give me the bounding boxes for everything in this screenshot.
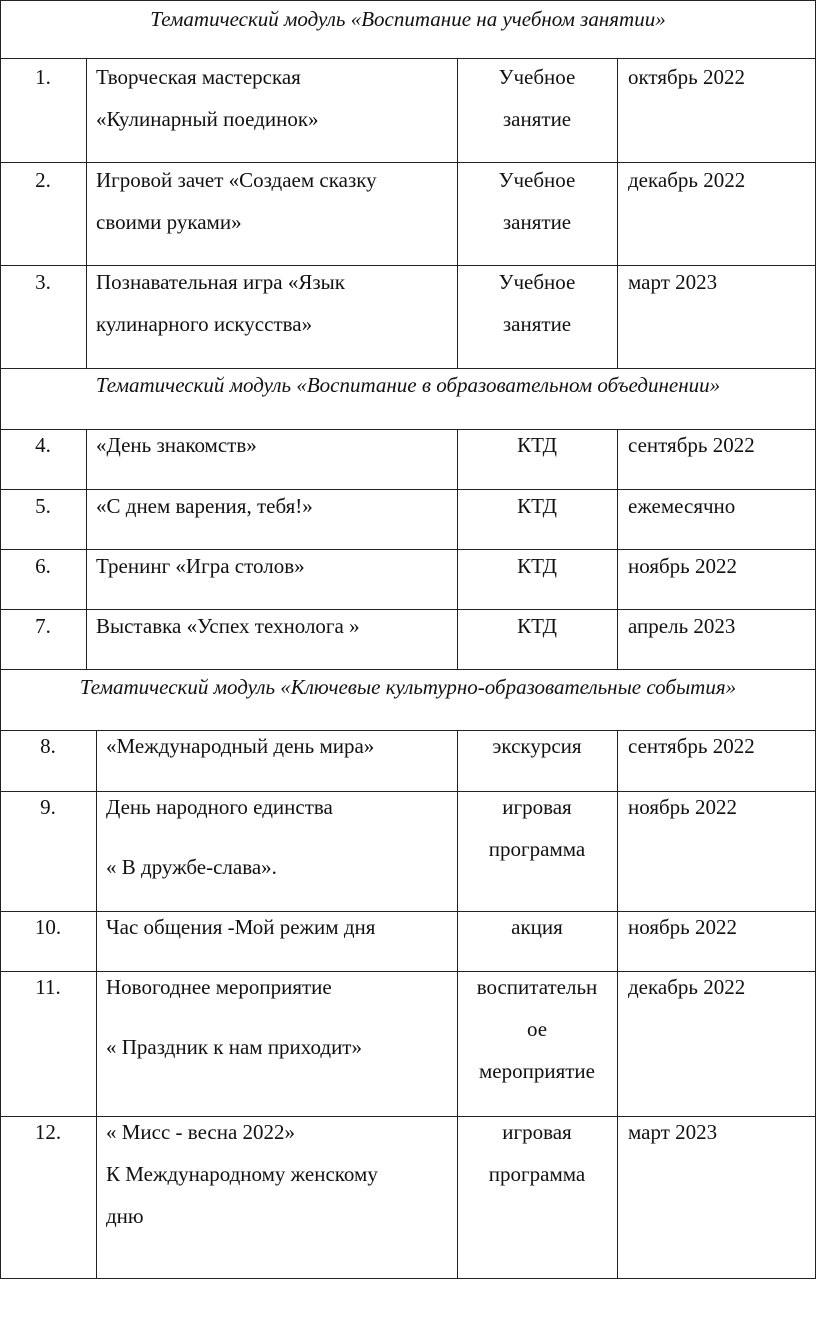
event-name bbox=[96, 159, 452, 243]
event-name-line: « Праздник к нам приходит» bbox=[106, 1035, 362, 1059]
event-name: «День знакомств» bbox=[96, 433, 257, 457]
event-type: КТД bbox=[517, 614, 557, 638]
event-name-line: День народного единства bbox=[106, 795, 333, 819]
event-name: «С днем варения, тебя!» bbox=[96, 494, 313, 518]
event-name bbox=[96, 56, 452, 140]
row-number: 1. bbox=[35, 65, 51, 89]
event-name: Выставка «Успех технолога » bbox=[96, 614, 360, 638]
row-number: 10. bbox=[34, 915, 62, 939]
row-number: 6. bbox=[35, 554, 51, 578]
row-number: 9. bbox=[40, 795, 56, 819]
event-date: ноябрь 2022 bbox=[628, 795, 738, 819]
section-title: Тематический модуль «Воспитание на учебном занятии» bbox=[150, 7, 666, 31]
event-type: КТД bbox=[517, 494, 557, 518]
event-type-line: занятие bbox=[502, 210, 572, 234]
event-name bbox=[106, 1111, 452, 1237]
event-type: экскурсия bbox=[492, 734, 582, 758]
event-date: март 2023 bbox=[628, 1120, 718, 1144]
event-type-line: воспитательн bbox=[476, 975, 598, 999]
event-name bbox=[106, 957, 452, 1077]
row-number: 7. bbox=[35, 614, 51, 638]
event-name-line: Новогоднее мероприятие bbox=[106, 975, 332, 999]
event-type bbox=[457, 261, 617, 345]
event-date: ноябрь 2022 bbox=[628, 554, 738, 578]
event-type-line: Учебное bbox=[498, 65, 576, 89]
event-name: «Международный день мира» bbox=[106, 734, 375, 758]
event-name-line: К Международному женскому bbox=[106, 1162, 378, 1186]
event-type bbox=[457, 159, 617, 243]
event-type-line: программа bbox=[488, 837, 586, 861]
event-name-line: « В дружбе-слава». bbox=[106, 855, 277, 879]
event-type bbox=[457, 56, 617, 140]
event-name-line: « Мисс - весна 2022» bbox=[106, 1120, 296, 1144]
event-date: сентябрь 2022 bbox=[628, 433, 755, 457]
event-name: Тренинг «Игра столов» bbox=[96, 554, 305, 578]
event-name bbox=[96, 261, 452, 345]
event-type-line: игровая bbox=[502, 795, 572, 819]
event-type: акция bbox=[511, 915, 563, 939]
section-title: Тематический модуль «Ключевые культурно-образовательные события» bbox=[79, 675, 737, 699]
row-number: 11. bbox=[35, 975, 61, 999]
event-type bbox=[457, 966, 617, 1092]
event-name-line: Творческая мастерская bbox=[96, 65, 301, 89]
event-date: апрель 2023 bbox=[628, 614, 736, 638]
event-name-line: своими руками» bbox=[96, 210, 242, 234]
event-date: декабрь 2022 bbox=[628, 975, 746, 999]
event-type-line: занятие bbox=[502, 107, 572, 131]
event-type-line: мероприятие bbox=[479, 1059, 595, 1083]
row-number: 12. bbox=[34, 1120, 62, 1144]
row-number: 5. bbox=[35, 494, 51, 518]
event-type-line: игровая bbox=[502, 1120, 572, 1144]
row-number: 3. bbox=[35, 270, 51, 294]
event-date: сентябрь 2022 bbox=[628, 734, 755, 758]
event-type-line: программа bbox=[488, 1162, 586, 1186]
event-type-line: Учебное bbox=[498, 270, 576, 294]
event-type bbox=[457, 786, 617, 870]
event-name-line: «Кулинарный поединок» bbox=[96, 107, 319, 131]
event-name-line: Познавательная игра «Язык bbox=[96, 270, 345, 294]
event-name-line: Игровой зачет «Создаем сказку bbox=[96, 168, 377, 192]
row-number: 8. bbox=[40, 734, 56, 758]
row-number: 4. bbox=[35, 433, 51, 457]
event-date: октябрь 2022 bbox=[628, 65, 745, 89]
event-date: ежемесячно bbox=[628, 494, 736, 518]
event-type: КТД bbox=[517, 433, 557, 457]
event-date: ноябрь 2022 bbox=[628, 915, 738, 939]
event-type bbox=[457, 1111, 617, 1195]
event-name bbox=[106, 777, 452, 897]
event-type: КТД bbox=[517, 554, 557, 578]
event-type-line: Учебное bbox=[498, 168, 576, 192]
event-date: март 2023 bbox=[628, 270, 718, 294]
event-type-line: занятие bbox=[502, 312, 572, 336]
event-name: Час общения -Мой режим дня bbox=[106, 915, 376, 939]
event-name-line: кулинарного искусства» bbox=[96, 312, 313, 336]
section-title: Тематический модуль «Воспитание в образовательном объединении» bbox=[95, 373, 721, 397]
event-type-line: ое bbox=[526, 1017, 548, 1041]
event-name-line: дню bbox=[106, 1204, 144, 1228]
event-date: декабрь 2022 bbox=[628, 168, 746, 192]
row-number: 2. bbox=[35, 168, 51, 192]
